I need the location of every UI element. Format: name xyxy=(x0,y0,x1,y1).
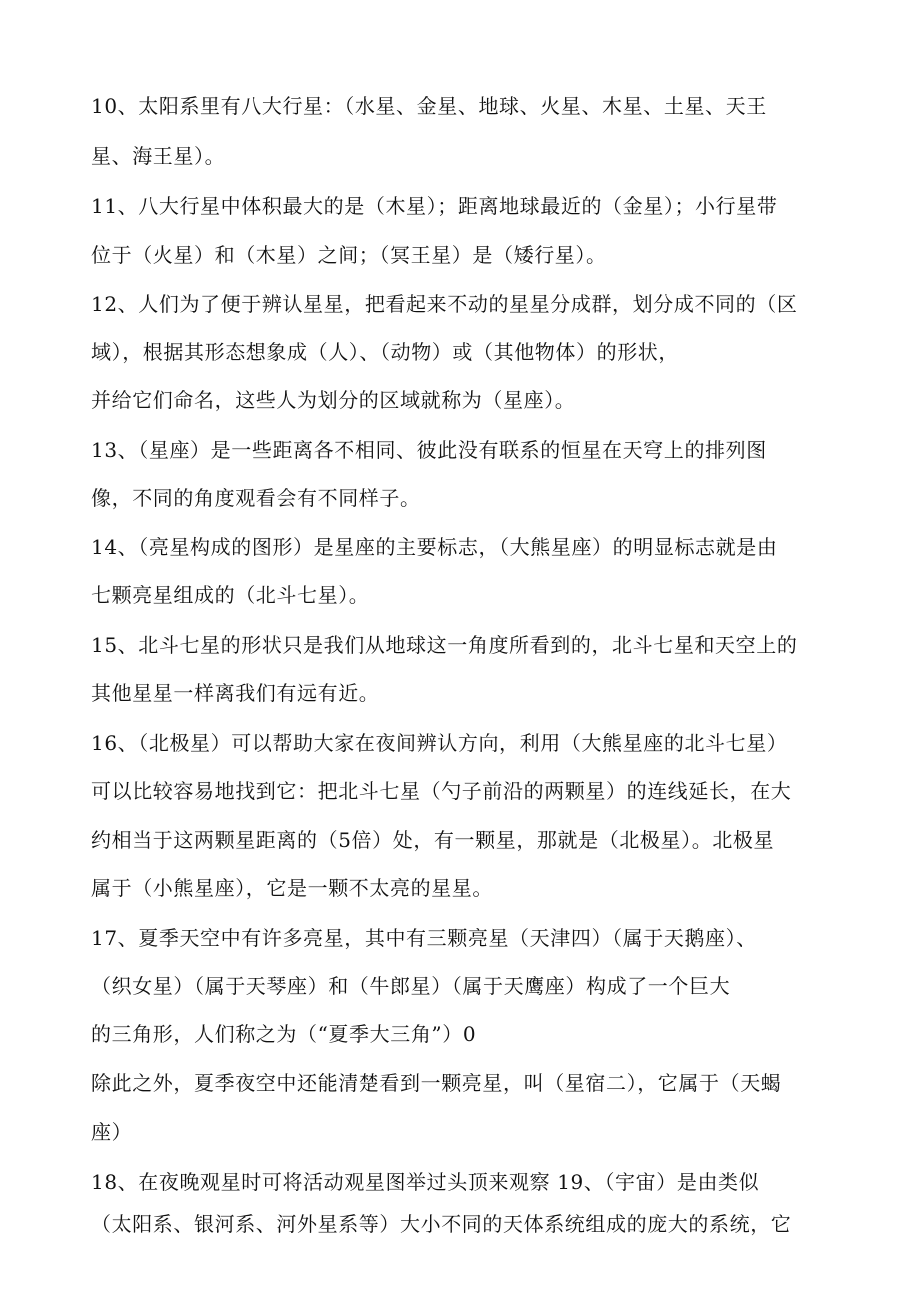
text-line: 星、海王星）。 xyxy=(91,144,226,168)
text-line: （织女星）（属于天琴座）和（牛郎星）（属于天鹰座）构成了一个巨大 xyxy=(91,974,731,998)
text-line: 16、（北极星）可以帮助大家在夜间辨认方向，利用（大熊星座的北斗七星） xyxy=(91,731,788,755)
text-line: 14、（亮星构成的图形）是星座的主要标志，（大熊星座）的明显标志就是由 xyxy=(91,535,778,559)
text-line: 10、太阳系里有八大行星：（水星、金星、地球、火星、木星、土星、天王 xyxy=(91,94,767,118)
text-line: 18、在夜晚观星时可将活动观星图举过头顶来观察 19、（宇宙）是由类似 xyxy=(91,1170,760,1194)
text-line: 座） xyxy=(91,1120,133,1144)
text-line: （太阳系、银河系、河外星系等）大小不同的天体系统组成的庞大的系统，它 xyxy=(91,1212,792,1236)
text-line: 15、北斗七星的形状只是我们从地球这一角度所看到的，北斗七星和天空上的 xyxy=(91,633,798,657)
text-line: 域），根据其形态想象成（人）、（动物）或（其他物体）的形状， xyxy=(91,340,679,364)
text-line: 除此之外，夏季夜空中还能清楚看到一颗亮星，叫（星宿二），它属于（天蝎 xyxy=(91,1071,782,1095)
text-line: 11、八大行星中体积最大的是（木星）；距离地球最近的（金星）；小行星带 xyxy=(91,194,778,218)
text-line: 约相当于这两颗星距离的（5倍）处，有一颗星，那就是（北极星）。北极星 xyxy=(91,828,775,852)
text-line: 12、人们为了便于辨认星星，把看起来不动的星星分成群，划分成不同的（区 xyxy=(91,292,798,316)
text-line: 17、夏季天空中有许多亮星，其中有三颗亮星（天津四）（属于天鹅座）、 xyxy=(91,926,757,950)
text-line: 位于（火星）和（木星）之间；（冥王星）是（矮行星）。 xyxy=(91,243,607,267)
text-line: 的三角形，人们称之为（“夏季大三角”）0 xyxy=(91,1022,477,1046)
text-line: 像，不同的角度观看会有不同样子。 xyxy=(91,486,421,510)
text-line: 七颗亮星组成的（北斗七星）。 xyxy=(91,583,370,607)
text-line: 并给它们命名，这些人为划分的区域就称为（星座）。 xyxy=(91,388,576,412)
text-line: 可以比较容易地找到它：把北斗七星（勺子前沿的两颗星）的连线延长，在大 xyxy=(91,779,792,803)
text-line: 其他星星一样离我们有远有近。 xyxy=(91,681,380,705)
text-line: 属于（小熊星座），它是一颗不太亮的星星。 xyxy=(91,876,493,900)
text-line: 13、（星座）是一些距离各不相同、彼此没有联系的恒星在天穹上的排列图 xyxy=(91,438,767,462)
